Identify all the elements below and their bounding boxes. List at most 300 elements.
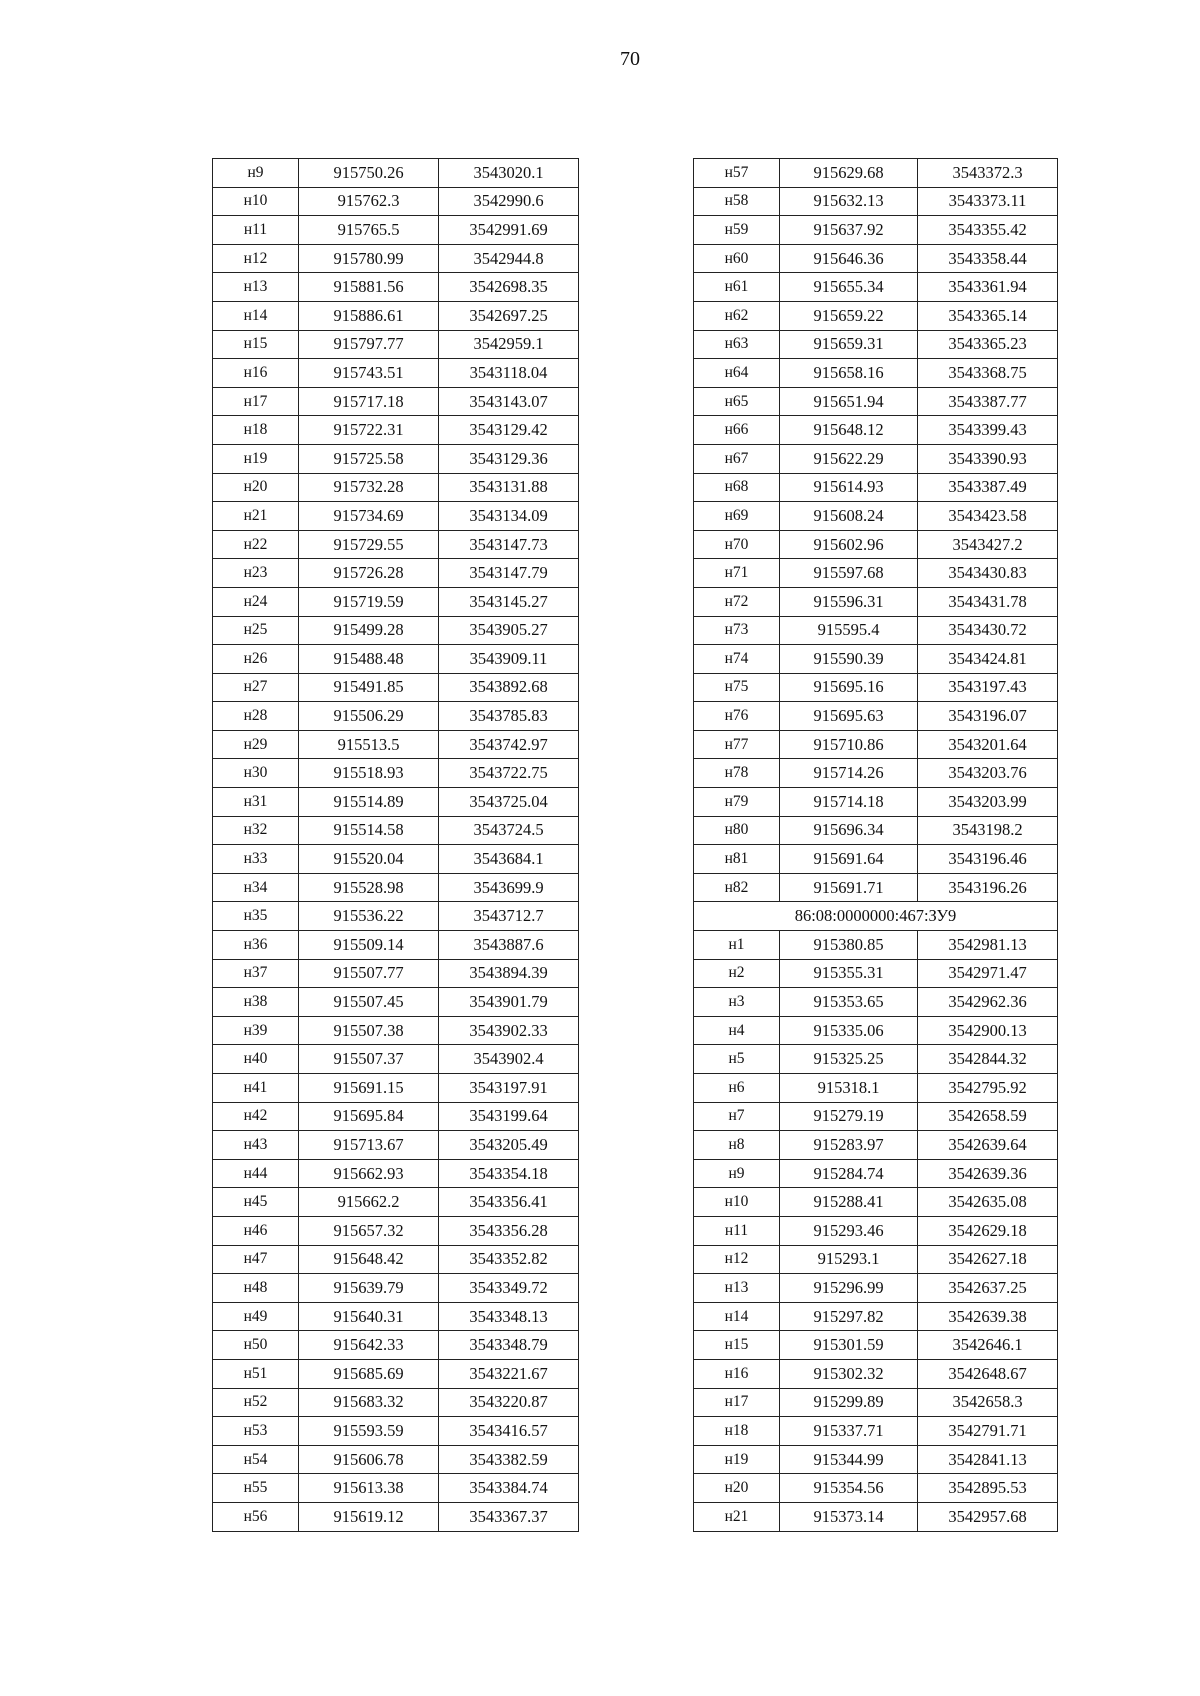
coordinate-x: 915284.74 [780, 1159, 918, 1188]
point-id: н7 [694, 1102, 780, 1131]
coordinate-y: 3543197.91 [439, 1074, 579, 1103]
coordinate-y: 3543384.74 [439, 1474, 579, 1503]
table-row [213, 1159, 579, 1188]
table-row [213, 159, 579, 188]
table-row [694, 988, 1058, 1017]
table-row [213, 702, 579, 731]
coordinate-x: 915488.48 [299, 645, 439, 674]
coordinate-y: 3543354.18 [439, 1159, 579, 1188]
coordinate-y: 3542895.53 [918, 1474, 1058, 1503]
coordinate-x: 915714.26 [780, 759, 918, 788]
coordinate-x: 915713.67 [299, 1131, 439, 1160]
coordinate-x: 915520.04 [299, 845, 439, 874]
point-id: н48 [213, 1274, 299, 1303]
table-row [694, 1245, 1058, 1274]
point-id: н61 [694, 273, 780, 302]
coordinate-y: 3542957.68 [918, 1502, 1058, 1531]
table-row [213, 1131, 579, 1160]
coordinate-y: 3543199.64 [439, 1102, 579, 1131]
table-row [694, 244, 1058, 273]
coordinate-x: 915536.22 [299, 902, 439, 931]
table-row [213, 988, 579, 1017]
table-row [694, 587, 1058, 616]
coordinate-y: 3542844.32 [918, 1045, 1058, 1074]
coordinate-x: 915288.41 [780, 1188, 918, 1217]
coordinate-y: 3543399.43 [918, 416, 1058, 445]
coordinate-y: 3543348.13 [439, 1302, 579, 1331]
coordinate-x: 915507.77 [299, 959, 439, 988]
coordinate-x: 915296.99 [780, 1274, 918, 1303]
table-row [694, 559, 1058, 588]
table-row [213, 444, 579, 473]
table-row [213, 1102, 579, 1131]
table-row [213, 816, 579, 845]
point-id: н55 [213, 1474, 299, 1503]
coordinate-y: 3543909.11 [439, 645, 579, 674]
coordinate-x: 915695.16 [780, 673, 918, 702]
coordinate-x: 915590.39 [780, 645, 918, 674]
point-id: н64 [694, 359, 780, 388]
point-id: н33 [213, 845, 299, 874]
point-id: н37 [213, 959, 299, 988]
coordinate-y: 3543129.42 [439, 416, 579, 445]
table-row [694, 1474, 1058, 1503]
table-row [213, 1388, 579, 1417]
point-id: н43 [213, 1131, 299, 1160]
table-row [213, 587, 579, 616]
point-id: н11 [213, 216, 299, 245]
coordinate-x: 915507.45 [299, 988, 439, 1017]
coordinate-x: 915657.32 [299, 1216, 439, 1245]
coordinate-x: 915596.31 [780, 587, 918, 616]
point-id: н17 [694, 1388, 780, 1417]
section-header-row [694, 902, 1058, 931]
coordinate-x: 915639.79 [299, 1274, 439, 1303]
coordinate-y: 3543221.67 [439, 1359, 579, 1388]
table-row [213, 645, 579, 674]
coordinate-y: 3542648.67 [918, 1359, 1058, 1388]
coordinate-y: 3543201.64 [918, 730, 1058, 759]
table-row [694, 1045, 1058, 1074]
coordinate-x: 915780.99 [299, 244, 439, 273]
coordinate-y: 3543131.88 [439, 473, 579, 502]
table-row [694, 473, 1058, 502]
coordinate-y: 3542795.92 [918, 1074, 1058, 1103]
table-row [213, 187, 579, 216]
coordinate-x: 915750.26 [299, 159, 439, 188]
coordinate-y: 3542658.3 [918, 1388, 1058, 1417]
coordinate-y: 3543361.94 [918, 273, 1058, 302]
coordinate-x: 915710.86 [780, 730, 918, 759]
table-row [213, 216, 579, 245]
point-id: н9 [213, 159, 299, 188]
table-row [213, 845, 579, 874]
coordinate-x: 915732.28 [299, 473, 439, 502]
coordinate-y: 3542658.59 [918, 1102, 1058, 1131]
coordinate-y: 3542981.13 [918, 931, 1058, 960]
point-id: н79 [694, 788, 780, 817]
coordinate-y: 3543220.87 [439, 1388, 579, 1417]
table-row [213, 273, 579, 302]
point-id: н71 [694, 559, 780, 588]
point-id: н52 [213, 1388, 299, 1417]
coordinate-y: 3543430.72 [918, 616, 1058, 645]
coordinate-x: 915606.78 [299, 1445, 439, 1474]
point-id: н5 [694, 1045, 780, 1074]
point-id: н27 [213, 673, 299, 702]
coordinate-y: 3543196.07 [918, 702, 1058, 731]
point-id: н53 [213, 1417, 299, 1446]
point-id: н3 [694, 988, 780, 1017]
coordinate-y: 3543725.04 [439, 788, 579, 817]
coordinate-y: 3542639.36 [918, 1159, 1058, 1188]
point-id: н12 [694, 1245, 780, 1274]
point-id: н10 [213, 187, 299, 216]
table-row [213, 1216, 579, 1245]
coordinate-x: 915734.69 [299, 502, 439, 531]
coordinate-y: 3542646.1 [918, 1331, 1058, 1360]
coordinate-x: 915642.33 [299, 1331, 439, 1360]
point-id: н18 [694, 1417, 780, 1446]
table-row [694, 502, 1058, 531]
coordinates-table-right [693, 158, 1058, 1532]
coordinate-x: 915337.71 [780, 1417, 918, 1446]
point-id: н25 [213, 616, 299, 645]
table-row [213, 1274, 579, 1303]
table-row [694, 1302, 1058, 1331]
point-id: н40 [213, 1045, 299, 1074]
table-row [694, 931, 1058, 960]
coordinate-y: 3543427.2 [918, 530, 1058, 559]
coordinate-y: 3542791.71 [918, 1417, 1058, 1446]
table-row [694, 159, 1058, 188]
table-row [213, 873, 579, 902]
coordinate-y: 3543205.49 [439, 1131, 579, 1160]
point-id: н81 [694, 845, 780, 874]
point-id: н26 [213, 645, 299, 674]
coordinate-x: 915507.38 [299, 1016, 439, 1045]
table-row [694, 702, 1058, 731]
table-row [694, 645, 1058, 674]
point-id: н41 [213, 1074, 299, 1103]
coordinate-x: 915658.16 [780, 359, 918, 388]
coordinate-y: 3543352.82 [439, 1245, 579, 1274]
point-id: н15 [694, 1331, 780, 1360]
point-id: н72 [694, 587, 780, 616]
point-id: н36 [213, 931, 299, 960]
coordinate-x: 915659.31 [780, 330, 918, 359]
coordinate-x: 915696.34 [780, 816, 918, 845]
coordinate-y: 3543887.6 [439, 931, 579, 960]
coordinate-y: 3543358.44 [918, 244, 1058, 273]
coordinate-y: 3542900.13 [918, 1016, 1058, 1045]
coordinate-x: 915373.14 [780, 1502, 918, 1531]
point-id: н20 [694, 1474, 780, 1503]
coordinate-y: 3543416.57 [439, 1417, 579, 1446]
coordinate-y: 3543197.43 [918, 673, 1058, 702]
coordinate-y: 3543430.83 [918, 559, 1058, 588]
coordinate-y: 3543373.11 [918, 187, 1058, 216]
coordinate-x: 915622.29 [780, 444, 918, 473]
point-id: н67 [694, 444, 780, 473]
coordinate-x: 915662.93 [299, 1159, 439, 1188]
table-row [694, 444, 1058, 473]
coordinate-x: 915344.99 [780, 1445, 918, 1474]
coordinate-x: 915886.61 [299, 301, 439, 330]
point-id: н31 [213, 788, 299, 817]
point-id: н28 [213, 702, 299, 731]
coordinate-y: 3542962.36 [918, 988, 1058, 1017]
point-id: н68 [694, 473, 780, 502]
point-id: н6 [694, 1074, 780, 1103]
point-id: н73 [694, 616, 780, 645]
coordinate-y: 3543902.4 [439, 1045, 579, 1074]
point-id: н19 [694, 1445, 780, 1474]
table-row [213, 473, 579, 502]
point-id: н21 [213, 502, 299, 531]
coordinate-x: 915719.59 [299, 587, 439, 616]
table-row [694, 616, 1058, 645]
point-id: н46 [213, 1216, 299, 1245]
point-id: н49 [213, 1302, 299, 1331]
point-id: н10 [694, 1188, 780, 1217]
point-id: н22 [213, 530, 299, 559]
coordinate-x: 915640.31 [299, 1302, 439, 1331]
coordinate-y: 3543147.79 [439, 559, 579, 588]
table-row [694, 816, 1058, 845]
coordinate-y: 3543684.1 [439, 845, 579, 874]
point-id: н16 [694, 1359, 780, 1388]
point-id: н66 [694, 416, 780, 445]
coordinate-y: 3543368.75 [918, 359, 1058, 388]
coordinate-x: 915648.42 [299, 1245, 439, 1274]
coordinate-x: 915695.63 [780, 702, 918, 731]
coordinate-x: 915335.06 [780, 1016, 918, 1045]
point-id: н57 [694, 159, 780, 188]
table-row [213, 730, 579, 759]
table-row [213, 1359, 579, 1388]
point-id: н14 [213, 301, 299, 330]
table-row [213, 1302, 579, 1331]
table-row [213, 1502, 579, 1531]
coordinate-y: 3543348.79 [439, 1331, 579, 1360]
table-row [213, 616, 579, 645]
table-row [694, 273, 1058, 302]
coordinate-y: 3543892.68 [439, 673, 579, 702]
point-id: н58 [694, 187, 780, 216]
coordinate-x: 915659.22 [780, 301, 918, 330]
point-id: н13 [213, 273, 299, 302]
table-row [213, 902, 579, 931]
coordinate-y: 3542635.08 [918, 1188, 1058, 1217]
coordinate-y: 3542971.47 [918, 959, 1058, 988]
point-id: н11 [694, 1216, 780, 1245]
table-row [694, 1216, 1058, 1245]
point-id: н60 [694, 244, 780, 273]
coordinate-x: 915683.32 [299, 1388, 439, 1417]
point-id: н75 [694, 673, 780, 702]
coordinate-x: 915595.4 [780, 616, 918, 645]
table-row [694, 788, 1058, 817]
coordinate-x: 915646.36 [780, 244, 918, 273]
table-row [694, 187, 1058, 216]
coordinate-y: 3543785.83 [439, 702, 579, 731]
point-id: н82 [694, 873, 780, 902]
coordinate-y: 3543365.14 [918, 301, 1058, 330]
point-id: н20 [213, 473, 299, 502]
table-row [213, 1474, 579, 1503]
point-id: н62 [694, 301, 780, 330]
coordinate-x: 915602.96 [780, 530, 918, 559]
coordinate-y: 3543129.36 [439, 444, 579, 473]
coordinate-x: 915354.56 [780, 1474, 918, 1503]
point-id: н54 [213, 1445, 299, 1474]
coordinate-x: 915762.3 [299, 187, 439, 216]
coordinate-x: 915729.55 [299, 530, 439, 559]
table-row [694, 1074, 1058, 1103]
coordinate-y: 3542697.25 [439, 301, 579, 330]
table-row [694, 1131, 1058, 1160]
coordinates-table-left [212, 158, 579, 1532]
point-id: н21 [694, 1502, 780, 1531]
coordinate-y: 3543147.73 [439, 530, 579, 559]
coordinate-x: 915518.93 [299, 759, 439, 788]
table-row [694, 873, 1058, 902]
point-id: н1 [694, 931, 780, 960]
coordinate-x: 915299.89 [780, 1388, 918, 1417]
coordinate-x: 915619.12 [299, 1502, 439, 1531]
coordinate-y: 3543196.46 [918, 845, 1058, 874]
table-row [694, 1016, 1058, 1045]
coordinate-y: 3542629.18 [918, 1216, 1058, 1245]
table-row [694, 359, 1058, 388]
point-id: н24 [213, 587, 299, 616]
coordinate-x: 915743.51 [299, 359, 439, 388]
point-id: н42 [213, 1102, 299, 1131]
coordinate-y: 3542639.64 [918, 1131, 1058, 1160]
coordinate-x: 915717.18 [299, 387, 439, 416]
table-row [694, 1445, 1058, 1474]
table-row [213, 1045, 579, 1074]
coordinate-y: 3543118.04 [439, 359, 579, 388]
coordinate-y: 3543423.58 [918, 502, 1058, 531]
table-row [694, 1359, 1058, 1388]
point-id: н9 [694, 1159, 780, 1188]
point-id: н63 [694, 330, 780, 359]
coordinate-x: 915726.28 [299, 559, 439, 588]
coordinate-y: 3543356.28 [439, 1216, 579, 1245]
coordinate-y: 3543355.42 [918, 216, 1058, 245]
point-id: н56 [213, 1502, 299, 1531]
point-id: н76 [694, 702, 780, 731]
coordinate-x: 915655.34 [780, 273, 918, 302]
table-row [213, 530, 579, 559]
coordinate-x: 915293.1 [780, 1245, 918, 1274]
point-id: н13 [694, 1274, 780, 1303]
coordinate-x: 915593.59 [299, 1417, 439, 1446]
coordinate-x: 915685.69 [299, 1359, 439, 1388]
coordinate-y: 3543372.3 [918, 159, 1058, 188]
table-row [694, 216, 1058, 245]
point-id: н70 [694, 530, 780, 559]
coordinate-y: 3543431.78 [918, 587, 1058, 616]
coordinate-x: 915353.65 [780, 988, 918, 1017]
table-row [694, 1102, 1058, 1131]
table-row [694, 759, 1058, 788]
coordinate-x: 915514.58 [299, 816, 439, 845]
coordinate-y: 3543742.97 [439, 730, 579, 759]
table-row [694, 330, 1058, 359]
coordinate-y: 3543382.59 [439, 1445, 579, 1474]
coordinate-y: 3543901.79 [439, 988, 579, 1017]
point-id: н78 [694, 759, 780, 788]
point-id: н45 [213, 1188, 299, 1217]
coordinate-x: 915714.18 [780, 788, 918, 817]
table-row [694, 1417, 1058, 1446]
coordinate-x: 915507.37 [299, 1045, 439, 1074]
coordinate-x: 915613.38 [299, 1474, 439, 1503]
coordinate-x: 915513.5 [299, 730, 439, 759]
table-row [694, 1331, 1058, 1360]
coordinate-x: 915614.93 [780, 473, 918, 502]
table-row [213, 931, 579, 960]
coordinate-y: 3543712.7 [439, 902, 579, 931]
point-id: н50 [213, 1331, 299, 1360]
table-row [694, 301, 1058, 330]
point-id: н65 [694, 387, 780, 416]
point-id: н69 [694, 502, 780, 531]
table-row [213, 301, 579, 330]
coordinate-x: 915632.13 [780, 187, 918, 216]
coordinate-x: 915765.5 [299, 216, 439, 245]
coordinate-y: 3543196.26 [918, 873, 1058, 902]
coordinate-x: 915355.31 [780, 959, 918, 988]
point-id: н8 [694, 1131, 780, 1160]
point-id: н80 [694, 816, 780, 845]
coordinate-y: 3543390.93 [918, 444, 1058, 473]
coordinate-y: 3543905.27 [439, 616, 579, 645]
coordinate-y: 3543203.76 [918, 759, 1058, 788]
coordinate-x: 915629.68 [780, 159, 918, 188]
table-row [213, 788, 579, 817]
table-row [694, 845, 1058, 874]
table-row [213, 1245, 579, 1274]
point-id: н17 [213, 387, 299, 416]
coordinate-y: 3543724.5 [439, 816, 579, 845]
table-row [213, 416, 579, 445]
coordinate-y: 3542990.6 [439, 187, 579, 216]
table-row [694, 959, 1058, 988]
table-row [213, 1188, 579, 1217]
coordinate-x: 915691.71 [780, 873, 918, 902]
point-id: н35 [213, 902, 299, 931]
coordinate-y: 3543894.39 [439, 959, 579, 988]
coordinate-x: 915293.46 [780, 1216, 918, 1245]
table-row [694, 730, 1058, 759]
table-row [694, 1502, 1058, 1531]
point-id: н39 [213, 1016, 299, 1045]
point-id: н2 [694, 959, 780, 988]
coordinate-x: 915380.85 [780, 931, 918, 960]
point-id: н38 [213, 988, 299, 1017]
point-id: н18 [213, 416, 299, 445]
point-id: н77 [694, 730, 780, 759]
coordinate-x: 915725.58 [299, 444, 439, 473]
coordinate-x: 915302.32 [780, 1359, 918, 1388]
point-id: н51 [213, 1359, 299, 1388]
coordinate-y: 3542639.38 [918, 1302, 1058, 1331]
coordinate-x: 915499.28 [299, 616, 439, 645]
